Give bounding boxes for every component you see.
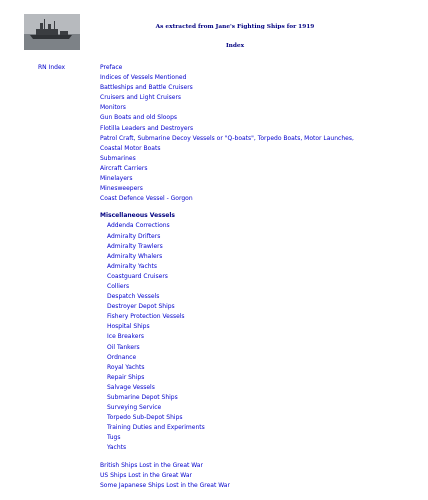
- misc-item[interactable]: Fishery Protection Vessels: [107, 313, 185, 321]
- link-battleships[interactable]: Battleships and Battle Cruisers: [100, 84, 193, 92]
- misc-item[interactable]: Ice Breakers: [107, 333, 145, 341]
- misc-item[interactable]: Colliers: [107, 282, 130, 290]
- misc-item[interactable]: Yachts: [107, 444, 127, 452]
- misc-item[interactable]: Submarine Depot Ships: [107, 394, 178, 401]
- link-preface[interactable]: Preface: [100, 64, 123, 71]
- link-submarines[interactable]: Submarines: [100, 154, 136, 162]
- misc-item[interactable]: Repair Ships: [107, 373, 145, 381]
- link-patrol-craft[interactable]: Patrol Craft, Submarine Decoy Vessels or "Q-boats", Torpedo Boats, Motor Launches,: [100, 134, 354, 142]
- misc-item[interactable]: Admiralty Whalers: [107, 252, 163, 260]
- link-coast-defence-vessel[interactable]: Coast Defence Vessel - Gorgon: [100, 195, 193, 203]
- misc-item[interactable]: Despatch Vessels: [107, 293, 160, 301]
- link-japanese-ships-lost[interactable]: Some Japanese Ships Lost in the Great War: [100, 481, 230, 489]
- misc-item[interactable]: Oil Tankers: [107, 343, 140, 351]
- misc-item[interactable]: Ordnance: [107, 353, 137, 361]
- link-flotilla-leaders[interactable]: Flotilla Leaders and Destroyers: [100, 124, 194, 132]
- link-monitors[interactable]: Monitors: [100, 104, 126, 112]
- misc-item[interactable]: Hospital Ships: [107, 323, 150, 331]
- misc-item[interactable]: Royal Yachts: [107, 363, 145, 371]
- misc-item[interactable]: Salvage Vessels: [107, 383, 155, 391]
- index-content: [100, 63, 420, 491]
- misc-item[interactable]: Admiralty Trawlers: [107, 242, 163, 250]
- spacer: [100, 204, 420, 211]
- misc-item[interactable]: Training Duties and Experiments: [107, 424, 205, 432]
- misc-item[interactable]: Torpedo Sub-Depot Ships: [107, 414, 183, 422]
- link-us-ships-lost[interactable]: US Ships Lost in the Great War: [100, 471, 192, 479]
- link-minesweepers[interactable]: Minesweepers: [100, 185, 143, 193]
- misc-item[interactable]: Tugs: [107, 434, 121, 442]
- misc-item[interactable]: Addenda Corrections: [107, 222, 170, 230]
- link-minelayers[interactable]: Minelayers: [100, 175, 133, 183]
- link-coastal-motor-boats[interactable]: Coastal Motor Boats: [100, 144, 161, 152]
- misc-item[interactable]: Admiralty Drifters: [107, 232, 161, 240]
- misc-vessels-heading: Miscellaneous Vessels: [100, 212, 176, 220]
- link-indices-of-vessels[interactable]: Indices of Vessels Mentioned: [100, 74, 187, 82]
- misc-item[interactable]: Coastguard Cruisers: [107, 272, 168, 280]
- rn-index-link[interactable]: RN Index: [38, 64, 66, 71]
- misc-item[interactable]: Surveying Service: [107, 404, 162, 412]
- misc-item[interactable]: Admiralty Yachts: [107, 262, 158, 270]
- misc-item[interactable]: Destroyer Depot Ships: [107, 303, 175, 311]
- page-title: As extracted from Jane's Fighting Ships for 1919: [155, 24, 315, 30]
- link-british-ships-lost[interactable]: British Ships Lost in the Great War: [100, 461, 203, 469]
- spacer: [100, 454, 420, 461]
- page-subtitle: Index: [225, 43, 245, 49]
- link-cruisers[interactable]: Cruisers and Light Cruisers: [100, 94, 182, 102]
- warship-photo-icon: [24, 14, 80, 50]
- link-aircraft-carriers[interactable]: Aircraft Carriers: [100, 164, 148, 172]
- link-gun-boats[interactable]: Gun Boats and old Sloops: [100, 114, 178, 122]
